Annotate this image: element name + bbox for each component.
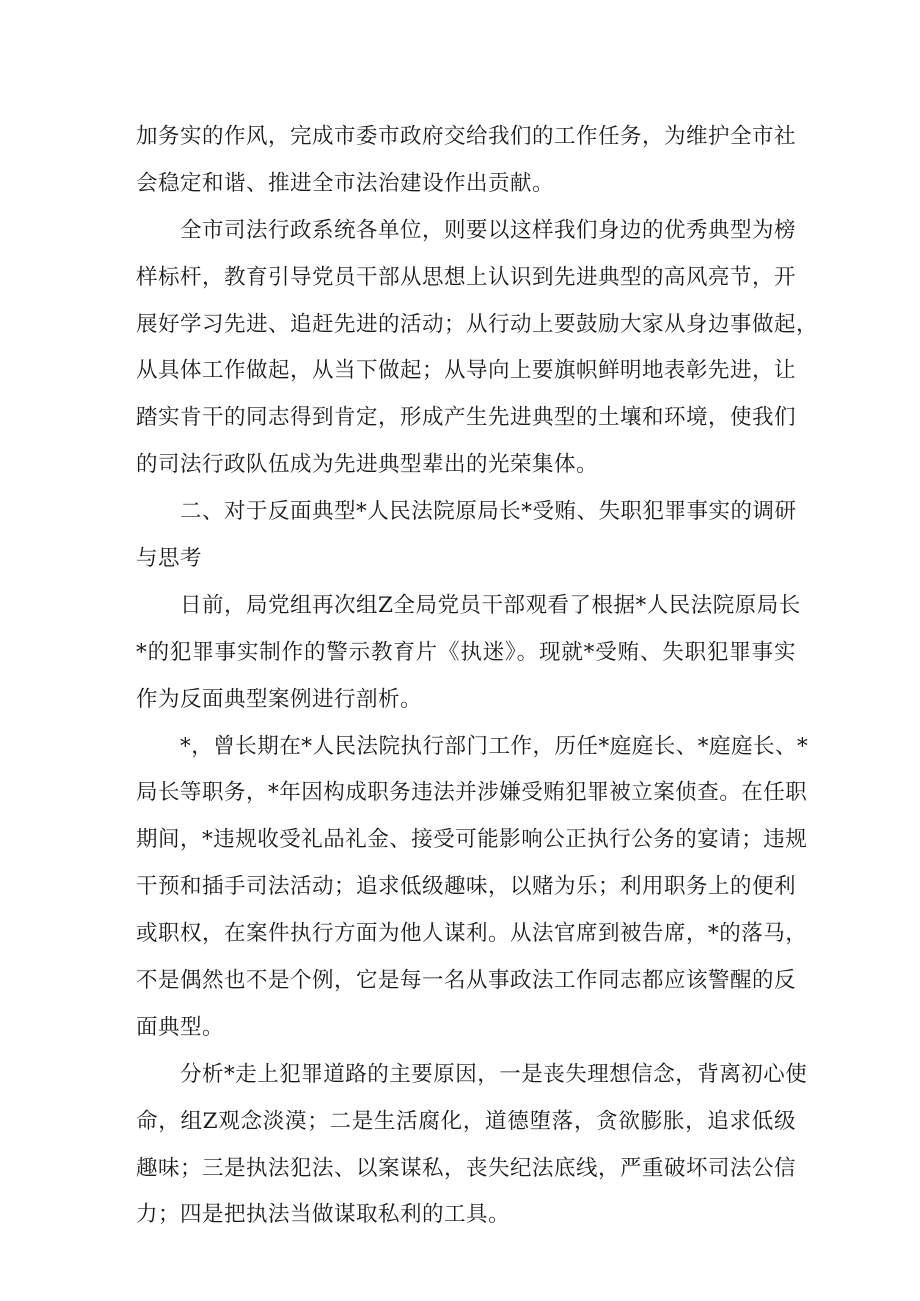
text-line: 从具体工作做起，从当下做起；从导向上要旗帜鲜明地表彰先进，让 bbox=[136, 358, 797, 384]
paragraph-start-line: *，曾长期在*人民法院执行部门工作，历任*庭庭长、*庭庭长、* bbox=[180, 733, 809, 759]
text-line: 会稳定和谐、推进全市法治建设作出贡献。 bbox=[136, 170, 555, 196]
text-line: 力；四是把执法当做谋取私利的工具。 bbox=[136, 1202, 511, 1228]
text-line: 或职权，在案件执行方面为他人谋利。从法官席到被告席，*的落马， bbox=[136, 921, 808, 947]
paragraph-start-line: 分析*走上犯罪道路的主要原因，一是丧失理想信念，背离初心使 bbox=[180, 1061, 808, 1087]
text-line: 展好学习先进、追赶先进的活动；从行动上要鼓励大家从身边事做起， bbox=[136, 311, 819, 337]
section-heading-line: 二、对于反面典型*人民法院原局长*受贿、失职犯罪事实的调研 bbox=[180, 499, 797, 525]
text-line: 趣味；三是执法犯法、以案谋私，丧失纪法底线，严重破坏司法公信 bbox=[136, 1155, 797, 1181]
text-line: 不是偶然也不是个例，它是每一名从事政法工作同志都应该警醒的反 bbox=[136, 968, 797, 994]
text-line: 踏实肯干的同志得到肯定，形成产生先进典型的土壤和环境，使我们 bbox=[136, 405, 797, 431]
text-line: 样标杆，教育引导党员干部从思想上认识到先进典型的高风亮节，开 bbox=[136, 264, 797, 290]
text-line: 命，组Z观念淡漠；二是生活腐化，道德堕落，贪欲膨胀，追求低级 bbox=[136, 1108, 796, 1134]
text-line: 局长等职务，*年因构成职务违法并涉嫌受贿犯罪被立案侦查。在任职 bbox=[136, 780, 808, 806]
section-heading-line: 与思考 bbox=[136, 546, 203, 572]
text-line: 期间，*违规收受礼品礼金、接受可能影响公正执行公务的宴请；违规 bbox=[136, 827, 808, 853]
paragraph-start-line: 全市司法行政系统各单位，则要以这样我们身边的优秀典型为榜 bbox=[180, 217, 797, 243]
text-line: 作为反面典型案例进行剖析。 bbox=[136, 686, 423, 712]
text-line: 的司法行政队伍成为先进典型辈出的光荣集体。 bbox=[136, 452, 599, 478]
text-line: 加务实的作风，完成市委市政府交给我们的工作任务，为维护全市社 bbox=[136, 124, 797, 149]
document-body bbox=[136, 114, 819, 1239]
text-line: *的犯罪事实制作的警示教育片《执迷》。现就*受贿、失职犯罪事实 bbox=[136, 639, 796, 665]
text-line: 干预和插手司法活动；追求低级趣味，以赌为乐；利用职务上的便利 bbox=[136, 874, 797, 900]
text-line: 面典型。 bbox=[136, 1014, 225, 1040]
paragraph-start-line: 日前，局党组再次组Z全局党员干部观看了根据*人民法院原局长 bbox=[180, 592, 801, 618]
